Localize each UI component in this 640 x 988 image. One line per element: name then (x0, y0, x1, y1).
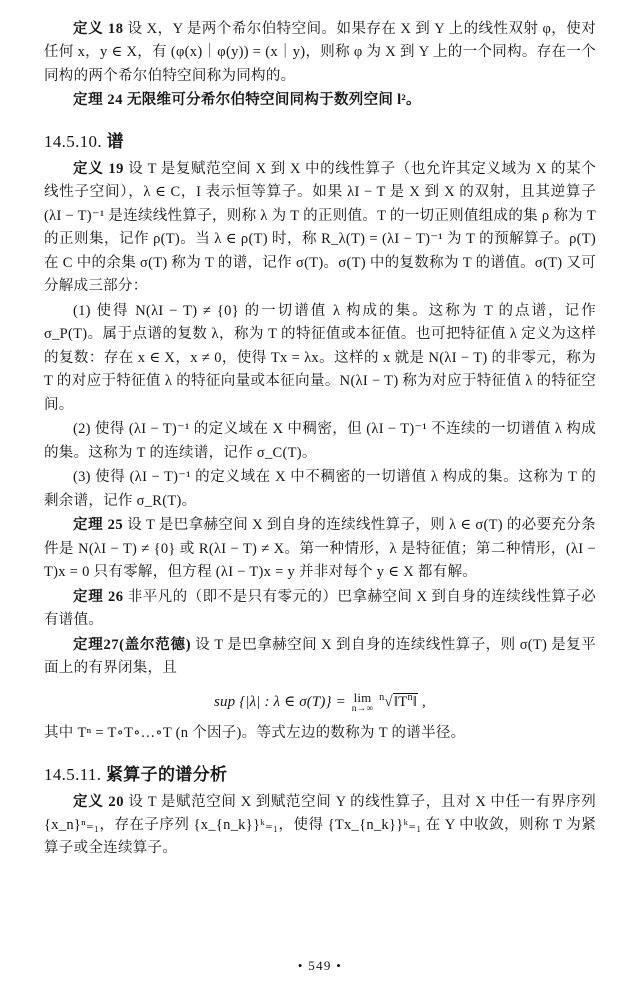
theorem-27-label: 定理27(盖尔范德) (73, 636, 192, 653)
spectrum-item-3-label: (3) (73, 469, 91, 486)
section-title: 谱 (106, 131, 124, 151)
formula-note-paragraph (44, 722, 596, 745)
theorem-27-text: 设 T 是巴拿赫空间 X 到自身的连续线性算子，则 σ(T) 是复平面上的有界闭集，且 (44, 636, 596, 677)
spectrum-item-2-paragraph (44, 418, 596, 465)
definition-20-paragraph (44, 791, 596, 861)
page-number: • 549 • (297, 958, 343, 973)
spectrum-item-3-text: 使得 (λI − T)⁻¹ 的定义域在 X 中不稠密的一切谱值 λ 构成的集。这称为 T 的剩余谱，记作 σ_R(T)。 (44, 469, 596, 509)
theorem-25-label: 定理 25 (73, 517, 124, 534)
limit-operator (352, 691, 373, 714)
definition-18-text: 设 X，Y 是两个希尔伯特空间。如果存在 X 到 Y 上的线性双射 φ，使对任何 x，y ∈ X，有 (φ(x)｜φ(y)) = (x｜y)，则称 φ 为 X 到 Y 上的一个同构。存在一个同构的两个希尔伯特空间称为同构的。 (44, 21, 596, 84)
section-number: 14.5.10. (44, 131, 102, 151)
section-heading-14-5-10 (44, 127, 596, 152)
limit-subscript: n→∞ (351, 703, 374, 714)
definition-18-paragraph (44, 18, 596, 88)
spectrum-item-1-paragraph (44, 300, 596, 417)
definition-20-label: 定义 20 (73, 793, 125, 810)
theorem-24-text: 无限维可分希尔伯特空间同构于数列空间 l²。 (126, 92, 421, 109)
section-heading-14-5-11 (44, 760, 596, 785)
spectrum-item-2-text: 使得 (λI − T)⁻¹ 的定义域在 X 中稠密，但 (λI − T)⁻¹ 不连续的一切谱值 λ 构成的集。这称为 T 的连续谱，记作 σ_C(T)。 (44, 421, 596, 461)
definition-18-label: 定义 18 (73, 21, 124, 37)
formula-lhs: sup {|λ| : λ ∈ σ(T)} = (214, 693, 346, 710)
nth-root: $^n√‖T^n‖$ (379, 691, 418, 710)
definition-19-text: 设 T 是复赋范空间 X 到 X 中的线性算子（也允许其定义域为 X 的某个线性子空间），λ ∈ C，I 表示恒等算子。如果 λI − T 是 X 到 X 的双射，且其逆算子 (λI − T)⁻¹ 是连续线性算子，则称 λ 为 T 的正则值。T 的一切正则值组成的集 ρ 称为 T 的正则集，记作 ρ(T)。当 λ ∈ ρ(T) 时，称 R_λ(T) = (λI − T)⁻¹ 为 T 的预解算子。ρ(T) 在 C 中的余集 σ(T) 称为 T 的谱，记作 σ(T)。σ(T) 中的复数称为 T 的谱值。σ(T) 又可分解成三部分： (44, 160, 596, 295)
spectrum-item-1-text: 使得 N(λI − T) ≠ {0} 的一切谱值 λ 构成的集。这称为 T 的点谱，记作 σ_P(T)。属于点谱的复数 λ，称为 T 的特征值或本征值。也可把特征值 λ 定义为这样的复数：存在 x ∈ X，x ≠ 0，使得 Tx = λx。这样的 x 就是 N(λI − T) 的非零元，称为 T 的对应于特征值 λ 的特征向量或本征向量。N(λI − T) 称为对应于特征值 λ 的特征空间。 (44, 302, 596, 413)
definition-19-label: 定义 19 (73, 160, 124, 177)
spectrum-item-3-paragraph (44, 466, 596, 513)
section-number-2: 14.5.11. (44, 764, 102, 784)
definition-19-paragraph (44, 158, 596, 299)
theorem-24-paragraph (44, 89, 596, 112)
theorem-25-text: 设 T 是巴拿赫空间 X 到自身的连续线性算子，则 λ ∈ σ(T) 的必要充分条件是 N(λI − T) ≠ {0} 或 R(λI − T) ≠ X。第一种情形，λ 是特征值；第二种情形，(λI − T)x = 0 只有零解，但方程 (λI − T)x = y 并非对每个 y ∈ X 都有解。 (44, 517, 596, 581)
formula-comma: , (422, 693, 426, 710)
page-footer (0, 958, 640, 974)
theorem-25-paragraph (44, 514, 596, 584)
section-title-2: 紧算子的谱分析 (105, 764, 228, 784)
theorem-26-label: 定理 26 (73, 588, 124, 605)
spectrum-item-1-label: (1) (73, 302, 91, 319)
limit-symbol: lim (353, 689, 372, 705)
spectrum-item-2-label: (2) (73, 421, 91, 438)
definition-20-text: 设 T 是赋范空间 X 到赋范空间 Y 的线性算子，且对 X 中任一有界序列 {x_n}ⁿ₌₁，存在子序列 {x_{n_k}}ᵏ₌₁，使得 {Tx_{n_k}}ᵏ₌₁ 在 Y 中收敛，则称 T 为紧算子或全连续算子。 (44, 793, 596, 857)
theorem-27-paragraph (44, 634, 596, 681)
theorem-26-paragraph (44, 586, 596, 633)
spectral-radius-formula (44, 691, 596, 714)
theorem-26-text: 非平凡的（即不是只有零元的）巴拿赫空间 X 到自身的连续线性算子必有谱值。 (44, 588, 596, 629)
theorem-24-label: 定理 24 (73, 92, 124, 109)
formula-note-text: 其中 Tⁿ = T∘T∘…∘T (n 个因子)。等式左边的数称为 T 的谱半径。 (44, 725, 466, 742)
